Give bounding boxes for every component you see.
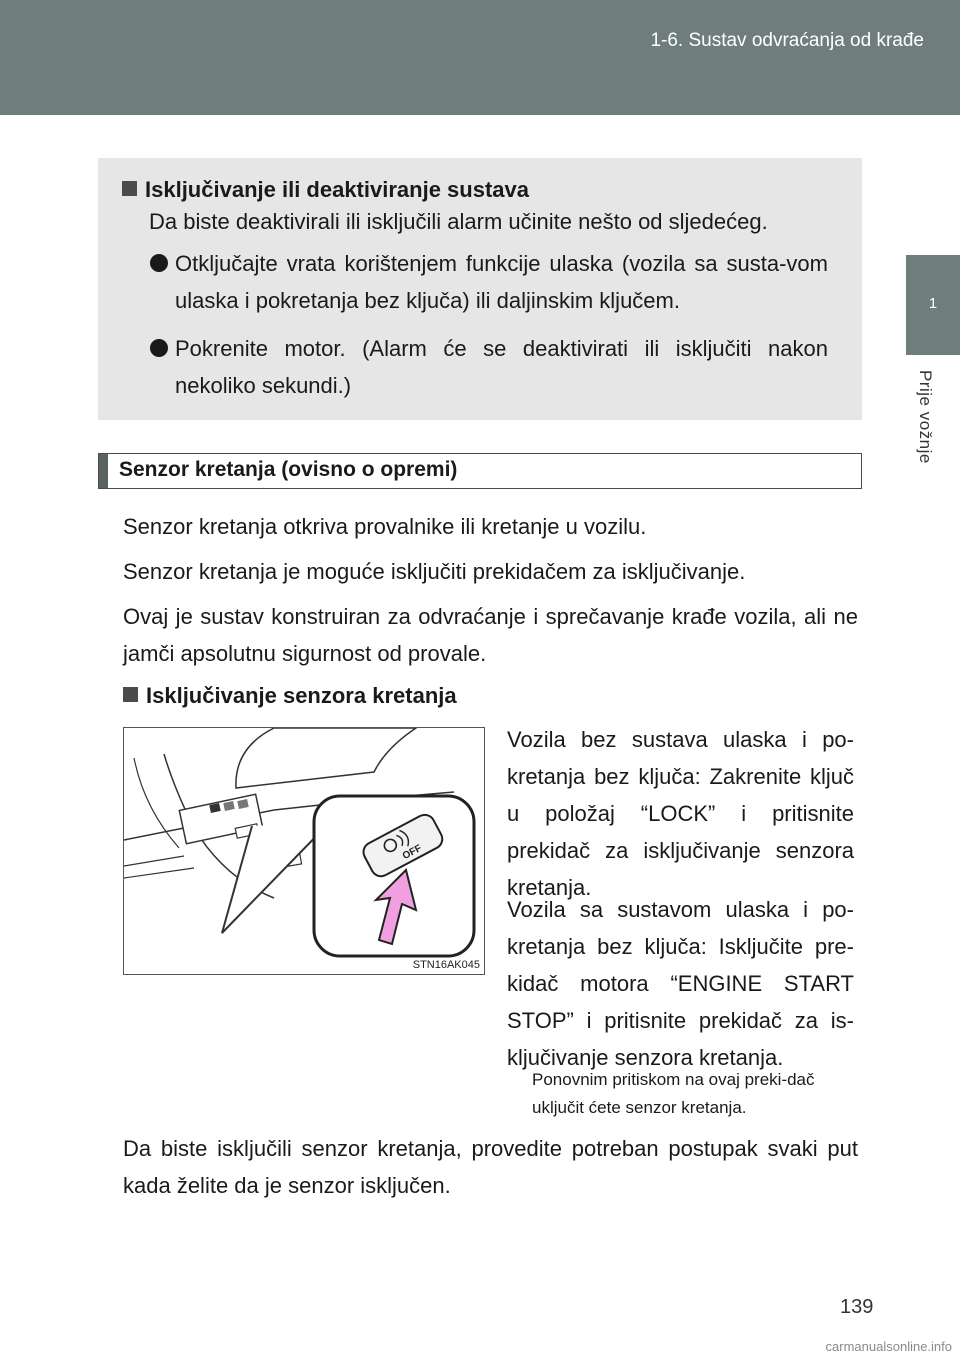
chapter-title: 1-6. Sustav odvraćanja od krađe	[650, 30, 924, 51]
overhead-console-illustration	[124, 728, 484, 974]
section-heading-accent	[99, 454, 108, 488]
note: Ponovnim pritiskom na ovaj preki-dač uključit ćete senzor kretanja.	[532, 1070, 815, 1117]
chapter-number: 1	[928, 295, 938, 312]
round-bullet-icon	[150, 339, 168, 357]
square-bullet-icon	[122, 181, 137, 196]
roof-outline	[236, 728, 416, 788]
footer-watermark: carmanualsonline.info	[825, 1339, 952, 1354]
section-heading-bar	[98, 453, 862, 489]
chapter-side-label: Prije vožnje	[916, 370, 935, 464]
side-paragraph: Vozila bez sustava ulaska i po-kretanja bez ključa: Zakrenite ključ u položaj “LOCK” i pritisnite prekidač za isključivanje senzora kretanja.	[507, 727, 854, 900]
off-label: OFF	[400, 842, 424, 863]
console-edge	[124, 856, 194, 878]
subheading-text: Isključivanje senzora kretanja	[146, 683, 457, 708]
info-box-bullet-1: Otključajte vrata korištenjem funkcije ulaska (vozila sa susta-vom ulaska i pokretanja bez ključa) ili daljinskim ključem.	[175, 251, 828, 313]
square-bullet-icon	[123, 687, 138, 702]
paragraph: Ovaj je sustav konstruiran za odvraćanje i sprečavanje krađe vozila, ali ne jamči apsolutnu sigurnost od provale.	[123, 604, 858, 666]
round-bullet-icon	[150, 254, 168, 272]
page-header	[0, 0, 960, 115]
info-box-bullet-2: Pokrenite motor. (Alarm će se deaktivirati ili isključiti nakon nekoliko sekundi.)	[175, 336, 828, 398]
paragraph: Senzor kretanja je moguće isključiti prekidačem za isključivanje.	[123, 559, 746, 584]
motion-sensor-figure	[123, 727, 485, 975]
closing-paragraph: Da biste isključili senzor kretanja, provedite potreban postupak svaki put kada želite da je senzor isključen.	[123, 1136, 858, 1198]
info-box-intro: Da biste deaktivirali ili isključili alarm učinite nešto od sljedećeg.	[149, 209, 768, 234]
chapter-tab	[906, 255, 960, 355]
page-number: 139	[840, 1296, 874, 1318]
side-paragraph: Vozila sa sustavom ulaska i po-kretanja bez ključa: Isključite pre-kidač motora “ENGINE START STOP” i pritisnite prekidač za is-ključivanje senzora kretanja.	[507, 897, 854, 1070]
section-heading: Senzor kretanja (ovisno o opremi)	[119, 458, 458, 481]
figure-code: STN16AK045	[412, 959, 480, 971]
paragraph: Senzor kretanja otkriva provalnike ili kretanje u vozilu.	[123, 514, 647, 539]
subheading	[123, 677, 858, 714]
info-box-heading-text: Isključivanje ili deaktiviranje sustava	[145, 177, 529, 202]
trim-line	[134, 758, 179, 848]
